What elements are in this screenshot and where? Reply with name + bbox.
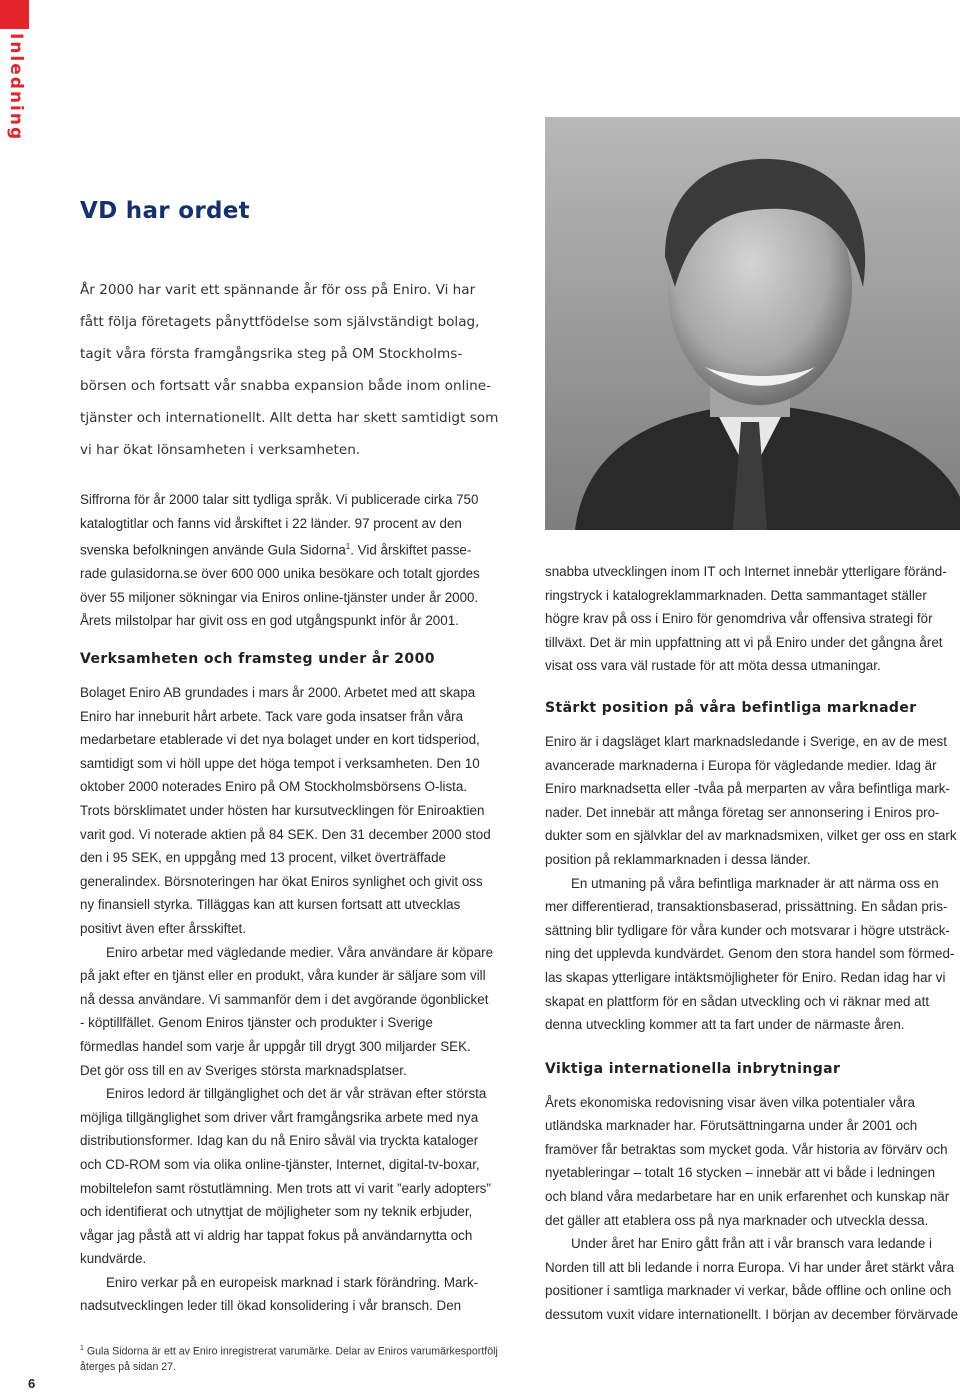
body-paragraph: Eniro arbetar med vägledande medier. Våra användare är köpare på jakt efter en tjänst eller en produkt, våra kunder är säljare som vill nå dessa användare. Vi sammanför dem i det avgörande ögonblicket - köptillfället. Genom Eniros tjänster och produkter i Sverige förmedlas handel som varje år uppgår till drygt 300 miljarder SEK. Det gör oss till en av Sveriges största marknadsplatser. [80,944,494,1078]
body-paragraph: Bolaget Eniro AB grundades i mars år 2000. Arbetet med att skapa Eniro har inneburit hårt arbete. Tack vare goda insatser från våra medarbetare etablerade vi det nya bolaget under en kort tidsperiod, samtidigt som vi höll uppe det höga tempot i verksamheten. Den 10 oktober 2000 noterades Eniro på OM Stockholmsbörsens O-lista. Trots börsklimatet under hösten har kursutvecklingen för Eniroaktien varit god. Vi noterade aktien på 84 SEK. Den 31 december 2000 stod den i 95 SEK, en uppgång med 13 procent, vilket överträffade generalindex. Börsnoteringen har ökat Eniros synlighet och givit oss ny finansiell styrka. Tilläggas kan att kursen fortsatt att utvecklas positivt även efter årsskiftet. [80,685,491,936]
body-paragraph: En utmaning på våra befintliga marknader är att närma oss en mer differentierad, transaktionsbaserad, prissättning. En sådan pris-sättning blir tydligare för våra kunder och motsvarar i högre utsträck-ning det upplevda kundvärdet. Genom den stora handel som förmed-las skapas ytterligare intäktsmöjligheter för Eniro. Redan idag har vi skapat en plattform för en sådan utveckling och vi räknar med att denna utveckling kommer att ta fart under de närmaste åren. [545,875,955,1033]
footnote: $^1$ Gula Sidorna är ett av Eniro inregistrerat varumärke. Delar av Eniros varumärkesportfölj återges på sidan 27. [80,1345,498,1373]
red-corner-marker [0,0,29,29]
ceo-portrait-photo [545,117,960,530]
body-paragraph: Siffrorna för år 2000 talar sitt tydliga språk. Vi publicerade cirka 750 katalogtitlar och fanns vid årskiftet i 22 länder. 97 procent av den svenska befolkningen använde Gula Sidorna$^1$. Vid årskiftet passe-rade gulasidorna.se över 600 000 unika besökare och totalt gjordes över 55 miljoner sökningar via Eniros online-tjänster under år 2000. Årets milstolpar har givit oss en god utgångspunkt inför år 2001. [80,492,480,629]
left-column [80,488,494,1318]
page-title: VD har ordet [80,198,250,224]
body-paragraph: Eniro är i dagsläget klart marknadsledande i Sverige, en av de mest avancerade marknaderna i Europa för vägledande medier. Idag är Eniro marknadsetta eller -tvåa på merparten av våra befintliga mark-nader. Det innebär att många företag ser annonsering i Eniros pro-dukter som en självklar del av marknadsmixen, vilket ger oss en stark position på reklammarknaden i dessa länder. [545,733,957,867]
page-number: 6 [28,1376,36,1391]
body-paragraph: Årets ekonomiska redovisning visar även vilka potentialer våra utländska marknader har. Förutsättningarna under år 2001 och framöver får betraktas som mycket goda. Vår historia av förvärv och nyetableringar – totalt 16 stycken – innebär att vi både i ledningen och bland våra medarbetare har en unik erfarenhet och kunskap när det gäller att etablera oss på nya marknader och utveckla dessa. [545,1094,950,1228]
section-tab-label: Inledning [6,33,26,142]
body-paragraph: Eniro verkar på en europeisk marknad i stark förändring. Mark-nadsutvecklingen leder till ökad konsolidering i vår bransch. Den [80,1274,479,1314]
footnote-marker: 1 [80,1345,84,1352]
section-heading: Verksamheten och framsteg under år 2000 [80,651,435,668]
section-heading: Viktiga internationella inbrytningar [545,1060,841,1077]
section-heading: Stärkt position på våra befintliga marknader [545,699,917,716]
portrait-illustration [545,117,960,530]
footnote-reference: 1 [345,542,351,552]
body-paragraph: Under året har Eniro gått från att i vår bransch vara ledande i Norden till att bli ledande i norra Europa. Vi har under året stärkt våra positioner i samtliga marknader vi verkar, både offline och online och dessutom vuxit vidare internationellt. I början av december förvärvade [545,1236,959,1323]
ingress-paragraph: År 2000 har varit ett spännande år för oss på Eniro. Vi har fått följa företagets pånyttfödelse som självständigt bolag, tagit våra första framgångsrika steg på OM Stockholms-börsen och fortsatt vår snabba expansion både inom online-tjänster och internationellt. Allt detta har skett samtidigt som vi har ökat lönsamheten i verksamheten. [80,282,499,458]
body-paragraph: Eniros ledord är tillgänglighet och det är vår strävan efter största möjliga tillgänglighet som driver vårt framgångsrika arbete med nya distributionsformer. Idag kan du nå Eniro såväl via tryckta kataloger och CD-ROM som via olika online-tjänster, Internet, digital-tv-boxar, mobiltelefon samt röstutlämning. Men trots att vi varit ”early adopters” och identifierat och utnyttjat de möjligheter som ny teknik erbjuder, vågar jag påstå att vi aldrig har tappat fokus på användarnytta och kundvärde. [80,1086,491,1267]
body-paragraph: snabba utvecklingen inom IT och Internet innebär ytterligare föränd-ringstryck i katalogreklammarknaden. Detta sammantaget ställer högre krav på oss i Eniro för genomdriva vår offensiva strategi för tillväxt. Det är min uppfattning att vi på Eniro under det gångna året visat oss vara väl rustade för att möta dessa utmaningar. [545,564,947,674]
right-column [545,560,959,1327]
